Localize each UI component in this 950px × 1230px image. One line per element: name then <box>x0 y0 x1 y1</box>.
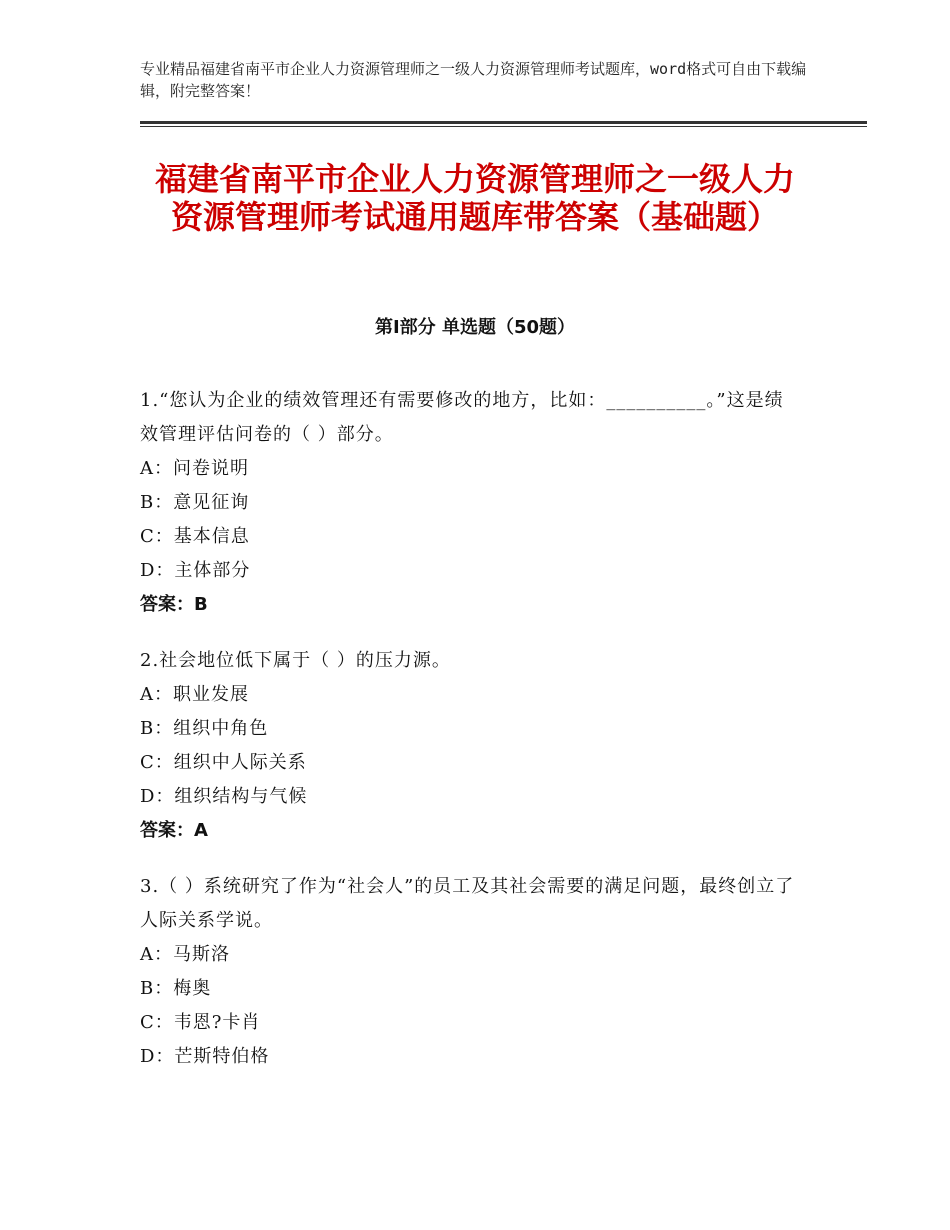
option-a: A：问卷说明 <box>140 458 249 479</box>
question-3 <box>140 870 800 1074</box>
option-c: C：韦恩?卡肖 <box>140 1012 261 1033</box>
option-d: D：组织结构与气候 <box>140 786 308 807</box>
section-title: 第Ⅰ部分 单选题（50题） <box>374 317 575 338</box>
option-d: D：主体部分 <box>140 560 251 581</box>
option-b: B：意见征询 <box>140 492 250 513</box>
question-2 <box>140 644 800 848</box>
question-text: 2.社会地位低下属于（ ）的压力源。 <box>140 650 451 671</box>
header-rule-thin <box>140 126 867 127</box>
document-title: 福建省南平市企业人力资源管理师之一级人力资源管理师考试通用题库带答案（基础题） <box>154 160 795 236</box>
question-text: 1.“您认为企业的绩效管理还有需要修改的地方，比如：__________。”这是绩效管理评估问卷的（ ）部分。 <box>140 390 784 445</box>
question-list <box>140 384 800 1096</box>
option-a: A：职业发展 <box>140 684 249 705</box>
header-rule-thick <box>140 121 867 124</box>
question-1 <box>140 384 800 622</box>
header-note: 专业精品福建省南平市企业人力资源管理师之一级人力资源管理师考试题库，word格式可自由下载编辑，附完整答案！ <box>140 60 807 100</box>
answer-line: 答案：B <box>140 594 208 615</box>
option-a: A：马斯洛 <box>140 944 230 965</box>
question-text: 3.（ ）系统研究了作为“社会人”的员工及其社会需要的满足问题，最终创立了人际关系学说。 <box>140 876 795 931</box>
option-c: C：组织中人际关系 <box>140 752 307 773</box>
option-d: D：芒斯特伯格 <box>140 1046 270 1067</box>
answer-line: 答案：A <box>140 820 208 841</box>
option-b: B：组织中角色 <box>140 718 269 739</box>
option-b: B：梅奥 <box>140 978 212 999</box>
option-c: C：基本信息 <box>140 526 250 547</box>
